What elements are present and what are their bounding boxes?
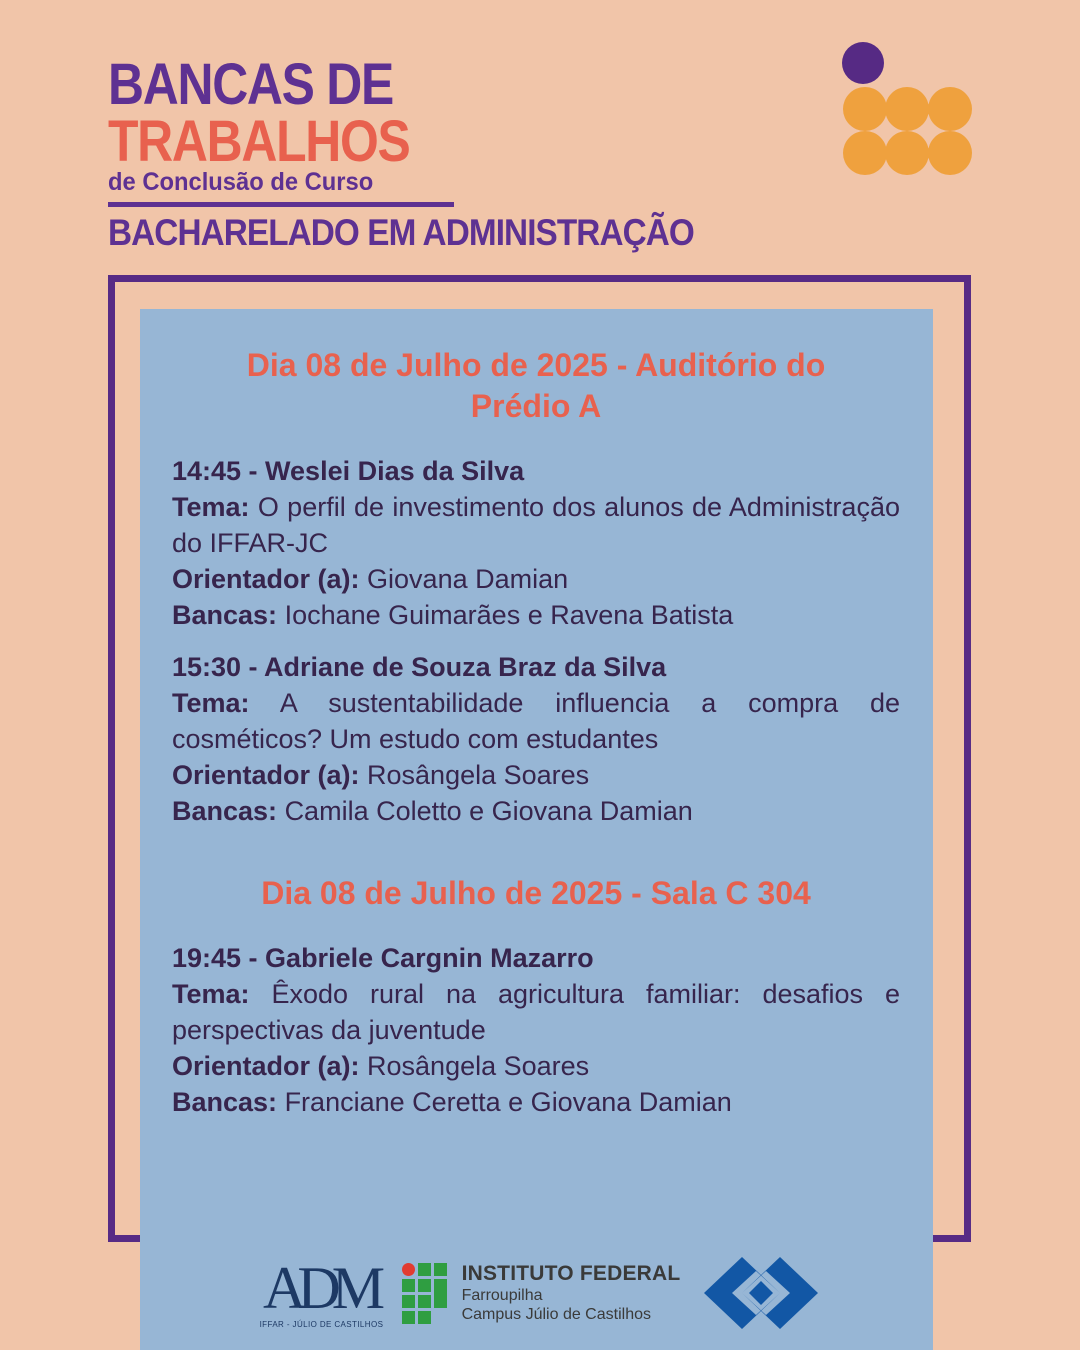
footer-logos (0, 1248, 1080, 1338)
session-title-sala: Dia 08 de Julho de 2025 - Sala C 304 (261, 874, 811, 911)
orange-dot (843, 131, 887, 175)
entry-time-student: 19:45 - Gabriele Cargnin Mazarro (172, 942, 594, 973)
poster-title-line2: TRABALHOS (108, 109, 410, 174)
bancas-label: Bancas: (172, 599, 278, 630)
adm-logo-caption: IFFAR - JÚLIO DE CASTILHOS (259, 1320, 384, 1329)
entry-bancas: Bancas: Iochane Guimarães e Ravena Batista (172, 599, 734, 630)
subtitle-divider (108, 202, 454, 207)
adm-logo (259, 1255, 384, 1329)
if-subtitle-2: Campus Júlio de Castilhos (461, 1306, 651, 1323)
purple-dot (842, 42, 884, 84)
poster-subtitle: de Conclusão de Curso (108, 168, 374, 196)
orange-dot (928, 87, 972, 131)
entry-time-student: 14:45 - Weslei Dias da Silva (172, 455, 525, 486)
instituto-federal-logo (402, 1262, 681, 1324)
tema-label: Tema: (172, 491, 250, 522)
defense-entry (172, 649, 900, 829)
if-grid-icon (402, 1263, 450, 1324)
orientador-label: Orientador (a): (172, 563, 360, 594)
entry-orientador: Orientador (a): Rosângela Soares (172, 759, 590, 790)
defense-entry (172, 453, 900, 633)
orientador-label: Orientador (a): (172, 1050, 360, 1081)
tema-label: Tema: (172, 978, 250, 1009)
orange-dot (928, 131, 972, 175)
bancas-label: Bancas: (172, 795, 278, 826)
entry-tema: Tema: A sustentabilidade influencia a compra de cosméticos? Um estudo com estudantes (172, 687, 901, 754)
adm-logo-word: ADM (263, 1255, 377, 1321)
entry-bancas: Bancas: Franciane Ceretta e Giovana Damian (172, 1086, 732, 1117)
entry-orientador: Orientador (a): Giovana Damian (172, 563, 569, 594)
poster-title-line1: BANCAS DE (108, 52, 393, 117)
session-title-auditorio: Dia 08 de Julho de 2025 - Auditório do Prédio A (246, 347, 826, 424)
schedule-card (140, 309, 933, 1350)
double-diamond-logo (702, 1255, 820, 1331)
orange-dot (885, 87, 929, 131)
orange-dot (885, 131, 929, 175)
entry-bancas: Bancas: Camila Coletto e Giovana Damian (172, 795, 693, 826)
if-subtitle-1: Farroupilha (461, 1287, 543, 1304)
entry-orientador: Orientador (a): Rosângela Soares (172, 1050, 590, 1081)
if-title: INSTITUTO FEDERAL (461, 1262, 681, 1285)
entry-time-student: 15:30 - Adriane de Souza Braz da Silva (172, 651, 667, 682)
entry-tema: Tema: O perfil de investimento dos alunos de Administração do IFFAR-JC (172, 491, 900, 558)
entry-tema: Tema: Êxodo rural na agricultura familiar: desafios e perspectivas da juventude (172, 978, 900, 1045)
orange-dot (843, 87, 887, 131)
course-name: BACHARELADO EM ADMINISTRAÇÃO (108, 212, 694, 253)
bancas-label: Bancas: (172, 1086, 278, 1117)
tema-label: Tema: (172, 687, 250, 718)
orientador-label: Orientador (a): (172, 759, 360, 790)
defense-entry (172, 940, 900, 1120)
